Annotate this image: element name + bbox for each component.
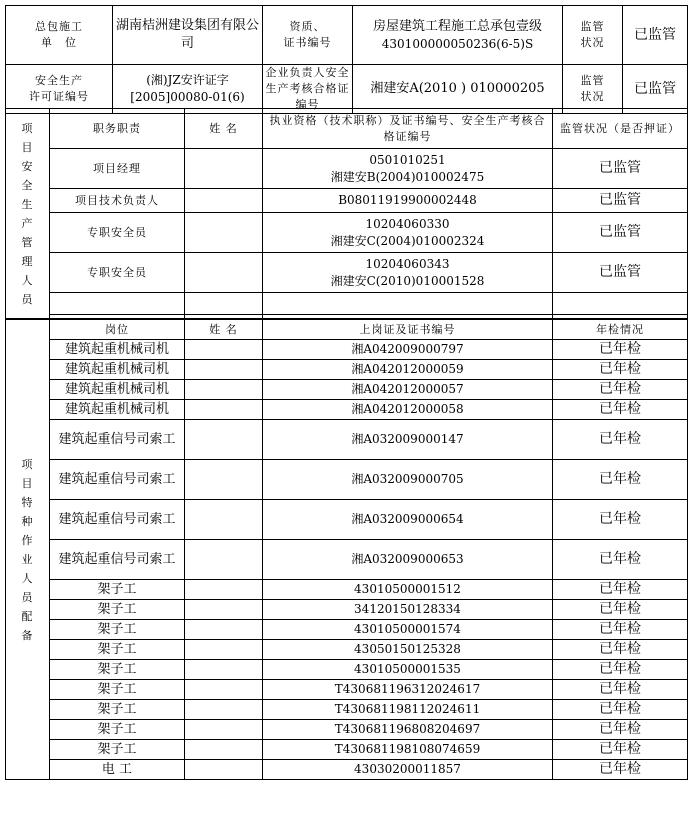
leader-cert-label: 企业负责人安全生产考核合格证编号 — [263, 65, 353, 114]
name-cell — [185, 340, 263, 360]
cert-cell: T430681196808204697 — [263, 720, 553, 740]
col-cert-header-2: 上岗证及证书编号 — [263, 320, 553, 340]
table-row — [6, 680, 688, 700]
col-status-header: 监管状况（是否押证） — [553, 109, 688, 149]
status-cell: 已监管 — [553, 149, 688, 189]
inspect-cell: 已年检 — [553, 360, 688, 380]
col-name-header: 姓 名 — [185, 109, 263, 149]
empty-row — [6, 293, 688, 315]
supervision-label: 监管 状况 — [563, 6, 623, 65]
header-table — [5, 5, 688, 114]
name-cell — [185, 189, 263, 213]
name-cell — [185, 149, 263, 189]
cert-cell: T430681198112024611 — [263, 700, 553, 720]
cert-cell: T430681196312024617 — [263, 680, 553, 700]
inspect-cell: 已年检 — [553, 720, 688, 740]
cert-cell: 34120150128334 — [263, 600, 553, 620]
name-cell — [185, 500, 263, 540]
post-cell: 建筑起重机械司机 — [50, 340, 185, 360]
supervision-label-2: 监管 状况 — [563, 65, 623, 114]
table-row — [6, 760, 688, 780]
cert-cell: 10204060343 湘建安C(2010)010001528 — [263, 253, 553, 293]
leader-cert-number: 湘建安A(2010 ) 010000205 — [353, 65, 563, 114]
cert-cell: 湘A042009000797 — [263, 340, 553, 360]
inspect-cell: 已年检 — [553, 420, 688, 460]
name-cell — [185, 660, 263, 680]
name-cell — [185, 420, 263, 460]
table-row — [6, 460, 688, 500]
name-cell — [185, 680, 263, 700]
supervision-status-2: 已监管 — [623, 65, 688, 114]
name-cell — [185, 213, 263, 253]
status-cell: 已监管 — [553, 213, 688, 253]
col-cert-header: 执业资格（技术职称）及证书编号、安全生产考核合格证编号 — [263, 109, 553, 149]
name-cell — [185, 740, 263, 760]
name-cell — [185, 620, 263, 640]
table-row — [6, 740, 688, 760]
table-row — [6, 600, 688, 620]
role-cell: 项目技术负责人 — [50, 189, 185, 213]
status-cell: 已监管 — [553, 189, 688, 213]
safety-section-label: 项目安全生产管理人员 — [6, 109, 50, 319]
post-cell: 建筑起重机械司机 — [50, 380, 185, 400]
name-cell — [185, 580, 263, 600]
post-cell: 架子工 — [50, 720, 185, 740]
name-cell — [185, 760, 263, 780]
table-row — [6, 580, 688, 600]
post-cell: 架子工 — [50, 660, 185, 680]
post-cell: 架子工 — [50, 580, 185, 600]
name-cell — [185, 360, 263, 380]
cert-cell: 湘A032009000653 — [263, 540, 553, 580]
inspect-cell: 已年检 — [553, 400, 688, 420]
table-row — [6, 253, 688, 293]
inspect-cell: 已年检 — [553, 600, 688, 620]
inspect-cell: 已年检 — [553, 580, 688, 600]
name-cell — [185, 400, 263, 420]
role-cell: 专职安全员 — [50, 213, 185, 253]
cert-cell: 43010500001574 — [263, 620, 553, 640]
cert-cell: 10204060330 湘建安C(2004)010002324 — [263, 213, 553, 253]
inspect-cell: 已年检 — [553, 680, 688, 700]
supervision-status: 已监管 — [623, 6, 688, 65]
post-cell: 架子工 — [50, 680, 185, 700]
role-cell: 专职安全员 — [50, 253, 185, 293]
inspect-cell: 已年检 — [553, 660, 688, 680]
name-cell — [185, 253, 263, 293]
table-row — [6, 213, 688, 253]
name-cell — [185, 700, 263, 720]
inspect-cell: 已年检 — [553, 540, 688, 580]
inspect-cell: 已年检 — [553, 640, 688, 660]
special-section-label: 项目特种作业人员配备 — [6, 320, 50, 780]
post-cell: 建筑起重机械司机 — [50, 400, 185, 420]
role-cell: 项目经理 — [50, 149, 185, 189]
cert-cell: 43050150125328 — [263, 640, 553, 660]
inspect-cell: 已年检 — [553, 380, 688, 400]
post-cell: 架子工 — [50, 640, 185, 660]
cert-cell: 43010500001535 — [263, 660, 553, 680]
cert-cell: 0501010251 湘建安B(2004)010002475 — [263, 149, 553, 189]
inspect-cell: 已年检 — [553, 740, 688, 760]
cert-cell: 湘A042012000058 — [263, 400, 553, 420]
qualification-value: 房屋建筑工程施工总承包壹级 430100000050236(6-5)S — [353, 6, 563, 65]
cert-cell: 湘A032009000705 — [263, 460, 553, 500]
cert-cell: 湘A042012000059 — [263, 360, 553, 380]
table-row — [6, 360, 688, 380]
post-cell: 建筑起重信号司索工 — [50, 500, 185, 540]
table-row — [6, 500, 688, 540]
cert-cell: 43030200011857 — [263, 760, 553, 780]
table-row — [6, 340, 688, 360]
col-post-header: 岗位 — [50, 320, 185, 340]
cert-cell: B08011919900002448 — [263, 189, 553, 213]
inspect-cell: 已年检 — [553, 760, 688, 780]
table-row — [6, 720, 688, 740]
name-cell — [185, 460, 263, 500]
name-cell — [185, 600, 263, 620]
post-cell: 架子工 — [50, 620, 185, 640]
table-row — [6, 149, 688, 189]
post-cell: 架子工 — [50, 600, 185, 620]
status-cell: 已监管 — [553, 253, 688, 293]
cert-cell: 湘A032009000147 — [263, 420, 553, 460]
col-name-header-2: 姓 名 — [185, 320, 263, 340]
table-row — [6, 700, 688, 720]
inspect-cell: 已年检 — [553, 500, 688, 540]
post-cell: 架子工 — [50, 740, 185, 760]
inspect-cell: 已年检 — [553, 340, 688, 360]
post-cell: 电 工 — [50, 760, 185, 780]
cert-cell: 湘A042012000057 — [263, 380, 553, 400]
name-cell — [185, 380, 263, 400]
post-cell: 建筑起重信号司索工 — [50, 460, 185, 500]
inspect-cell: 已年检 — [553, 700, 688, 720]
table-row — [6, 620, 688, 640]
table-row — [6, 660, 688, 680]
contractor-label: 总包施工 单 位 — [6, 6, 113, 65]
inspect-cell: 已年检 — [553, 620, 688, 640]
cert-cell: 43010500001512 — [263, 580, 553, 600]
inspect-cell: 已年检 — [553, 460, 688, 500]
table-row — [6, 640, 688, 660]
name-cell — [185, 540, 263, 580]
post-cell: 建筑起重信号司索工 — [50, 540, 185, 580]
license-number: (湘)JZ安许证字[2005]00080-01(6) — [113, 65, 263, 114]
table-row — [6, 380, 688, 400]
contractor-name: 湖南桔洲建设集团有限公司 — [113, 6, 263, 65]
cert-cell: 湘A032009000654 — [263, 500, 553, 540]
name-cell — [185, 640, 263, 660]
col-inspect-header: 年检情况 — [553, 320, 688, 340]
table-row — [6, 400, 688, 420]
empty-row — [6, 315, 688, 319]
name-cell — [185, 720, 263, 740]
col-role-header: 职务职责 — [50, 109, 185, 149]
post-cell: 架子工 — [50, 700, 185, 720]
safety-personnel-table — [5, 108, 688, 319]
table-row — [6, 540, 688, 580]
qualification-label: 资质、 证书编号 — [263, 6, 353, 65]
table-row — [6, 189, 688, 213]
cert-cell: T430681198108074659 — [263, 740, 553, 760]
post-cell: 建筑起重机械司机 — [50, 360, 185, 380]
post-cell: 建筑起重信号司索工 — [50, 420, 185, 460]
table-row — [6, 420, 688, 460]
license-label: 安全生产 许可证编号 — [6, 65, 113, 114]
special-personnel-table — [5, 319, 688, 780]
